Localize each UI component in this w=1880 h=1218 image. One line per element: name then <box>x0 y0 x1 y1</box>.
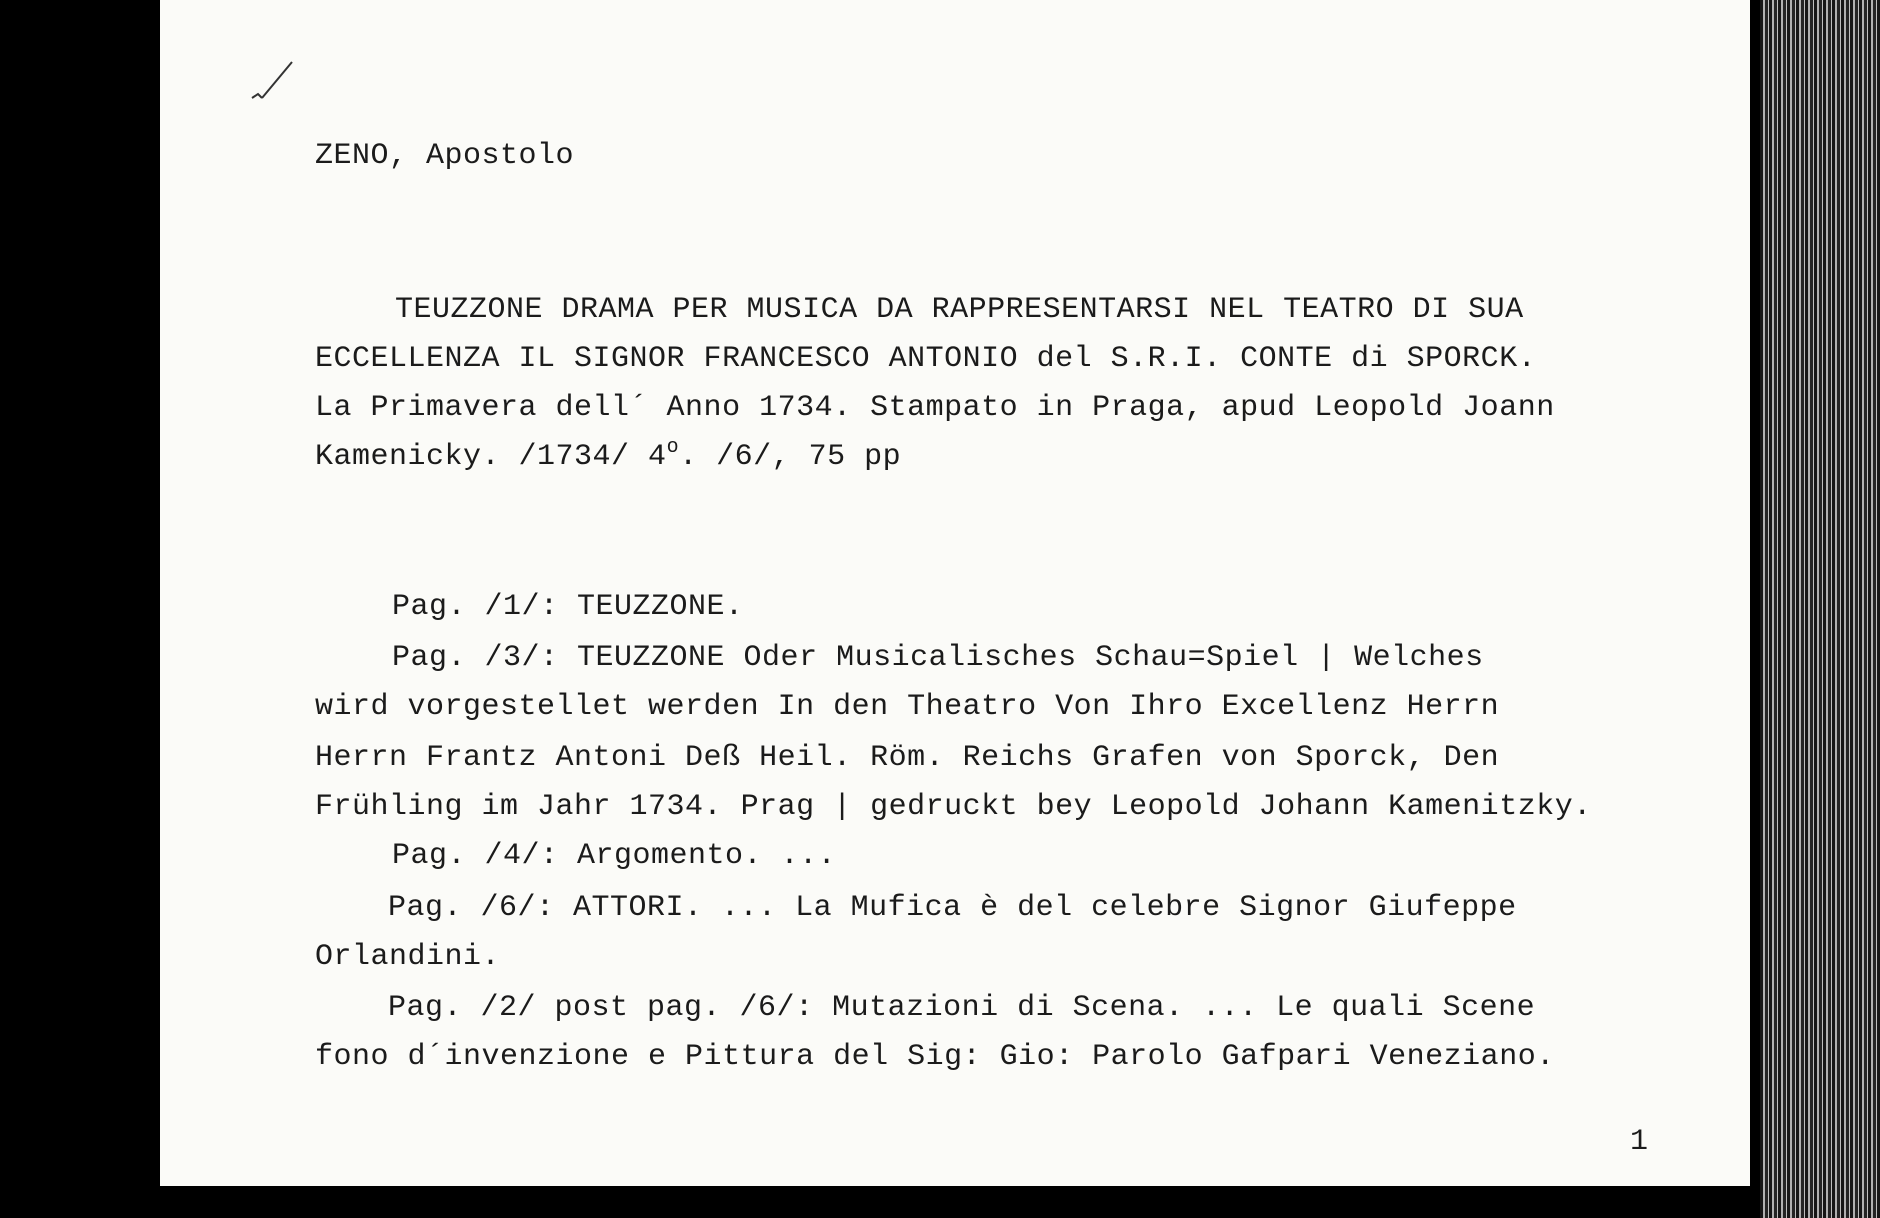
catalog-card-page <box>160 0 1750 1186</box>
page-number: 1 <box>1630 1125 1649 1159</box>
entry-page-3-line-1: Pag. /3/: TEUZZONE Oder Musicalisches Schau=Spiel | Welches <box>392 641 1484 675</box>
scan-edge-noise <box>1760 0 1880 1218</box>
title-line-2: ECCELLENZA IL SIGNOR FRANCESCO ANTONIO del S.R.I. CONTE di SPORCK. <box>315 342 1537 376</box>
entry-page-3-line-3: Herrn Frantz Antoni Deß Heil. Röm. Reichs Grafen von Sporck, Den <box>315 741 1500 775</box>
entry-page-3-line-2: wird vorgestellet werden In den Theatro Von Ihro Excellenz Herrn <box>315 690 1500 724</box>
check-mark-icon <box>248 58 298 108</box>
imprint-before-sup: Kamenicky. /1734/ 4 <box>315 440 667 474</box>
entry-page-2-post-line-2: fono d´invenzione e Pittura del Sig: Gio: Parolo Gafpari Veneziano. <box>315 1040 1555 1074</box>
entry-page-6-line-2: Orlandini. <box>315 940 501 974</box>
imprint-line <box>315 436 902 475</box>
entry-page-6-line-1: Pag. /6/: ATTORI. ... La Mufica è del celebre Signor Giufeppe <box>388 891 1517 925</box>
title-line-1: TEUZZONE DRAMA PER MUSICA DA RAPPRESENTARSI NEL TEATRO DI SUA <box>395 293 1524 327</box>
entry-page-1: Pag. /1/: TEUZZONE. <box>392 590 744 624</box>
entry-page-2-post-line-1: Pag. /2/ post pag. /6/: Mutazioni di Scena. ... Le quali Scene <box>388 991 1536 1025</box>
imprint-after-sup: . /6/, 75 pp <box>679 440 902 474</box>
title-line-3: La Primavera dell´ Anno 1734. Stampato in Praga, apud Leopold Joann <box>315 391 1555 425</box>
entry-page-3-line-4: Frühling im Jahr 1734. Prag | gedruckt bey Leopold Johann Kamenitzky. <box>315 790 1592 824</box>
catalog-card <box>160 0 1750 1186</box>
imprint-superscript: o <box>666 436 680 459</box>
author-heading: ZENO, Apostolo <box>315 139 575 173</box>
entry-page-4: Pag. /4/: Argomento. ... <box>392 839 837 873</box>
